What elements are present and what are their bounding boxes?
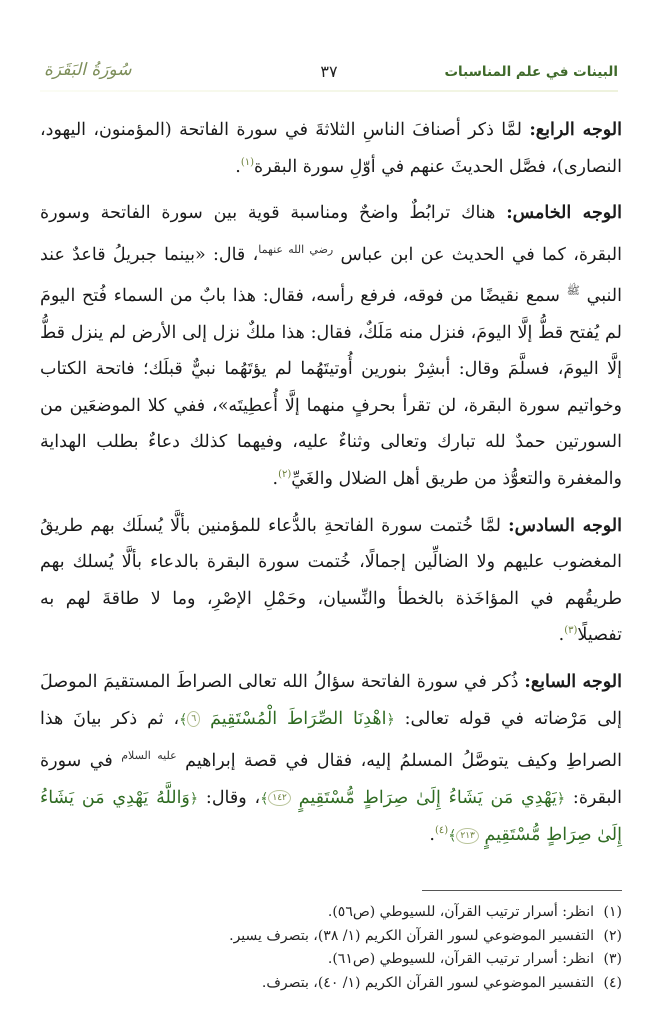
footnote-text: انظر: أسرار ترتيب القرآن، للسيوطي (ص٦١). [327,951,594,967]
period: . [235,156,241,177]
footnote-ref-2[interactable]: (٢) [278,469,292,481]
paragraph-text: ، ثم ذكر بيانَ هذا الصراطِ وكيف يتوصَّلُ المسلمُ إليه، فقال في قصة إبراهيم [40,708,622,771]
period: . [272,469,279,489]
honorific-glyph: رضي الله عنهما [258,242,334,256]
surah-name-calligraphy: سُورَةُ البَقَرَة [44,60,132,80]
paragraph-label: الوجه الرابع: [529,120,623,140]
book-title: البينات في علم المناسبات [444,64,618,80]
ayah-number-badge: ١٤٢ [268,790,291,806]
paragraph-text: هناك ترابُطٌ واضحٌ ومناسبة قوية بين سورة الفاتحة وسورة البقرة، كما في الحديث عن ابن عباس [40,203,622,265]
paragraph-label: الوجه الخامس: [506,203,623,224]
paragraph-label: الوجه السابع: [524,671,622,692]
period: . [558,625,565,646]
paragraph-fourth-aspect [40,112,622,185]
paragraph-label: الوجه السادس: [508,515,623,536]
ayah-number-badge: ٦ [187,711,200,727]
footnote-text: التفسير الموضوعي لسور القرآن الكريم (١/ ٣٨)، بتصرف يسير. [229,927,594,944]
honorific-glyph: عليه السلام [121,749,177,763]
footnote-number: (٣) [603,951,622,967]
paragraph-sixth-aspect [40,508,622,654]
footnote-1 [40,901,622,925]
footnote-text: التفسير الموضوعي لسور القرآن الكريم (١/ ٤٠)، بتصرف. [261,974,594,991]
footnote-number: (٤) [603,974,622,991]
ayah-number-badge: ٢١٣ [456,828,479,844]
footnote-ref-4[interactable]: (٤) [435,825,449,837]
paragraph-text: ذُكر في سورة الفاتحة سؤالُ الله تعالى الصراطَ المستقيمَ الموصلَ إلى مَرْضاته في قوله تعالى: [40,671,622,729]
footnote-ref-1[interactable]: (١) [240,156,255,168]
paragraph-text: سمع نقيضًا من فوقه، فرفع رأسه، فقال: هذا بابٌ من السماء فُتح اليومَ لم يُفتح قطُّ إلَّا اليومَ، فنزل منه مَلَكٌ، فقال: هذا ملكٌ نزل إلى الأرض لم ينزل قطُّ إلَّا اليومَ، فسلَّمَ وقال: أبشِرْ بنورين أُوتيتَهُما لم يؤتَهُما نبيٌّ قبلَك؛ فاتحة الكتاب وخواتيم سورة البقرة، لن تقرأ بحرفٍ منهما إلَّا أُعطِيتَه»، ففي كلا الموضعَين من السورتين حمدٌ لله تبارك وتعالى وثناءٌ عليه، وفيهما كذلك دعاءٌ بطلب الهداية والمغفرة والتعوُّذ من طريق أهل الضلال والغَيِّ [40,286,622,489]
paragraph-fifth-aspect [40,195,622,497]
quran-close-ornament-icon: ﴾ [260,790,269,807]
running-header [40,60,618,92]
footnote-divider [422,890,622,891]
paragraph-text: ، قال: «بينما جبريلُ قاعدٌ عند النبي [40,244,623,307]
footnote-text: انظر: أسرار ترتيب القرآن، للسيوطي (ص٥٦). [327,904,594,920]
quran-verse: يَهْدِي مَن يَشَاءُ إِلَىٰ صِرَاطٍ مُّسْتَقِيمٍ [298,787,557,808]
paragraph-text: لمَّا خُتمت سورة الفاتحةِ بالدُّعاء للمؤمنين بألَّا يُسلَك بهم طريقُ المغضوب عليهم ولا الضالِّين إجمالًا، خُتمت سورة البقرة بالدعاء بألَّا يُسلك بهم طريقُهم في المؤاخَذة بالخطأ والنِّسيان، وحَمْلِ الإصْرِ، وما لا طاقةَ لهم به تفصيلًا [40,515,622,646]
quran-open-ornament-icon: ﴿ [386,711,395,728]
footnotes [40,890,622,995]
footnote-ref-3[interactable]: (٣) [564,625,578,637]
paragraph-text: لمَّا ذكر أصنافَ الناسِ الثلاثةَ في سورة الفاتحة (المؤمنون، اليهود، النصارى)، فصَّل الحديثَ عنهم في أوّلِ سورة البقرة [40,120,622,177]
paragraph-seventh-aspect [40,664,622,855]
quran-verse: اهْدِنَا الصِّرَاطَ الْمُسْتَقِيمَ [210,708,387,729]
header-rule [40,90,618,92]
footnote-3 [40,948,622,972]
footnote-number: (١) [603,904,622,920]
page-number: ٣٧ [320,62,338,81]
footnote-4 [40,972,622,996]
quran-open-ornament-icon: ﴿ [556,790,566,807]
page-body [40,112,622,865]
honorific-glyph: ﷺ [566,284,580,298]
footnote-number: (٢) [603,927,622,944]
footnote-2 [40,925,622,949]
period: . [429,825,435,846]
paragraph-text: ، وقال: [198,787,261,808]
quran-close-ornament-icon: ﴾ [179,711,188,728]
quran-open-ornament-icon: ﴿ [189,790,199,807]
quran-verse: وَاللَّهُ يَهْدِي مَن يَشَاءُ إِلَىٰ صِرَاطٍ مُّسْتَقِيمٍ [40,787,622,846]
quran-close-ornament-icon: ﴾ [448,828,457,845]
paragraph-text: في سورة البقرة: [40,750,622,808]
